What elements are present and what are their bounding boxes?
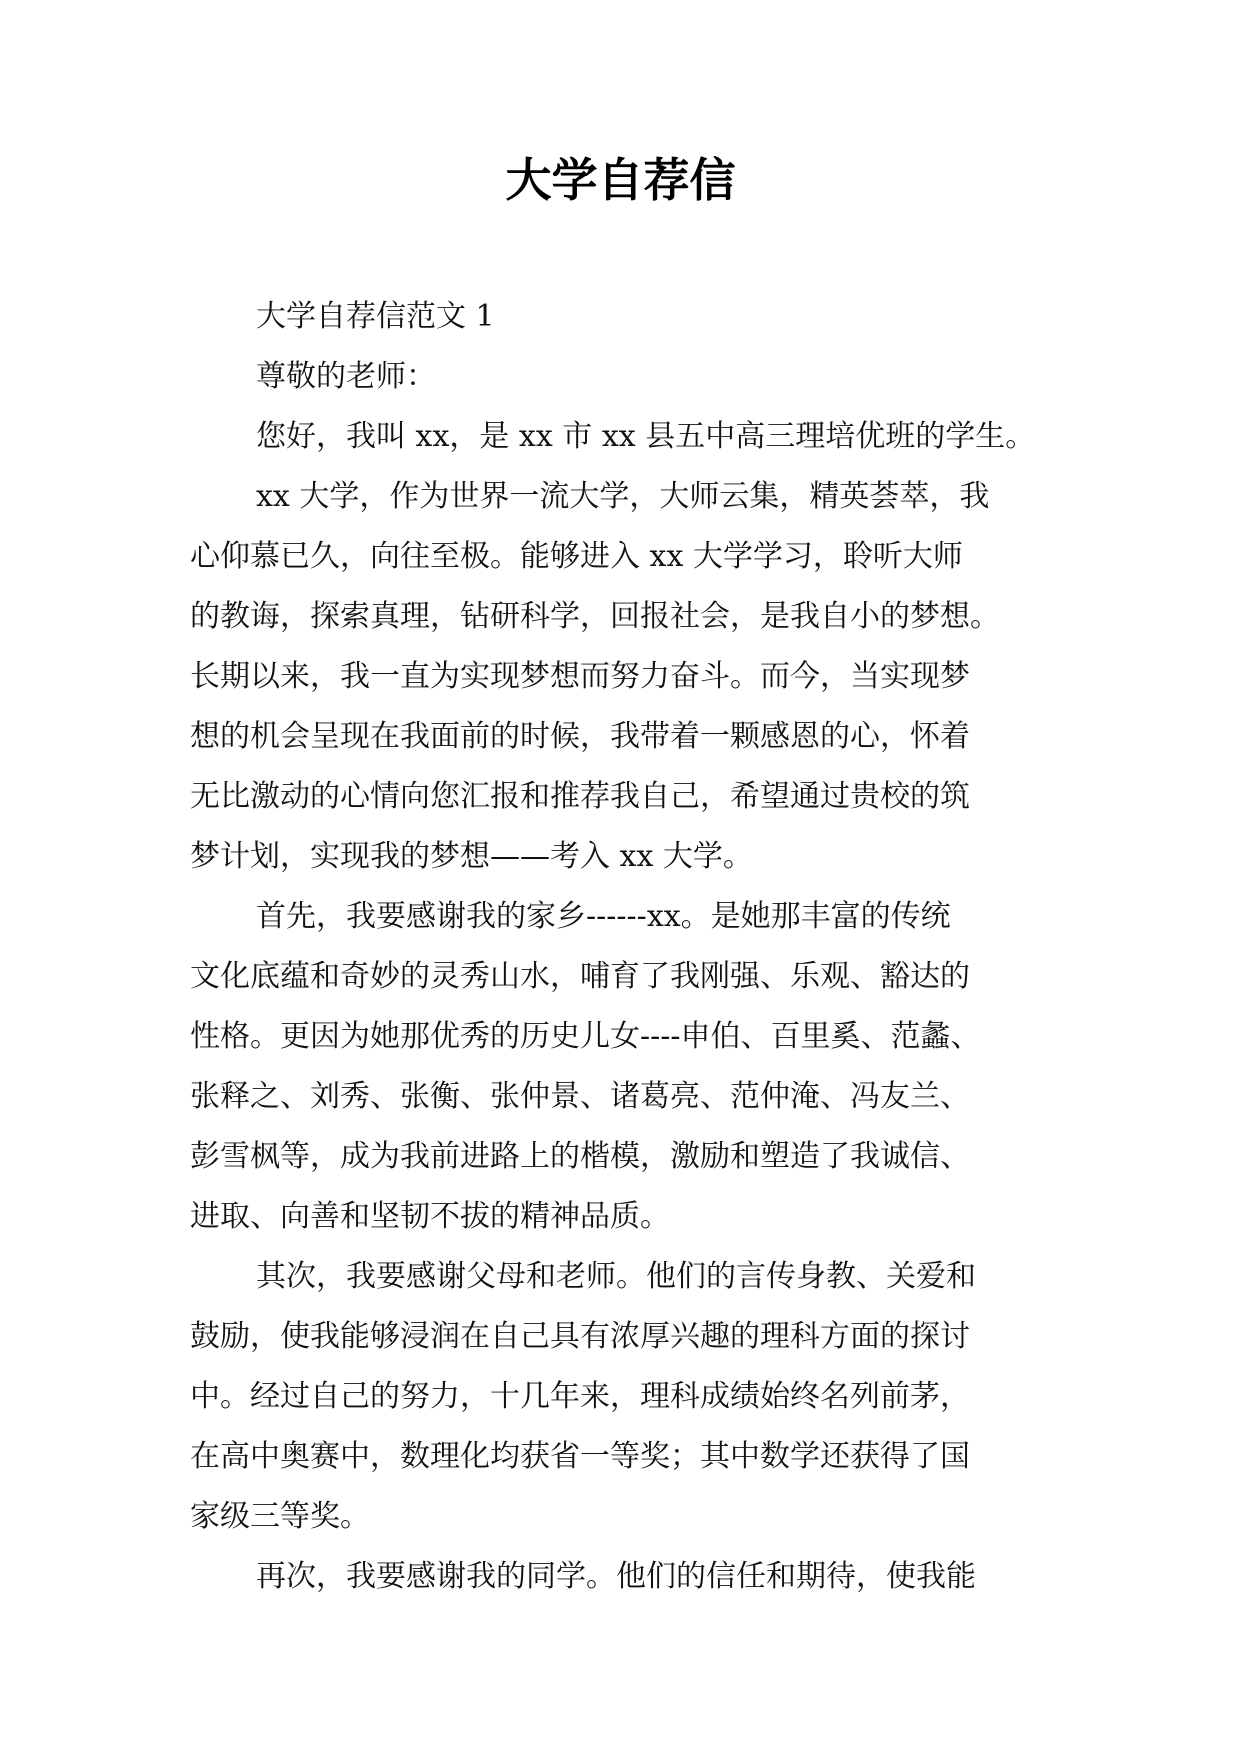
body-line: 家级三等奖。 — [190, 1499, 370, 1534]
document-title: 大学自荐信 — [505, 153, 736, 207]
body-line-salutation: 尊敬的老师： — [256, 359, 436, 394]
body-line: 无比激动的心情向您汇报和推荐我自己，希望通过贵校的筑 — [190, 779, 970, 814]
body-line: 您好，我叫 xx，是 xx 市 xx 县五中高三理培优班的学生。 — [256, 419, 1036, 454]
body-line: 长期以来，我一直为实现梦想而努力奋斗。而今，当实现梦 — [190, 659, 970, 694]
body-line: 中。经过自己的努力，十几年来，理科成绩始终名列前茅， — [190, 1379, 970, 1414]
body-line: 在高中奥赛中，数理化均获省一等奖；其中数学还获得了国 — [190, 1439, 970, 1474]
body-line: 其次，我要感谢父母和老师。他们的言传身教、关爱和 — [256, 1259, 976, 1294]
body-line: 再次，我要感谢我的同学。他们的信任和期待，使我能 — [256, 1559, 976, 1594]
body-line: 彭雪枫等，成为我前进路上的楷模，激励和塑造了我诚信、 — [190, 1139, 970, 1174]
body-line: 的教诲，探索真理，钻研科学，回报社会，是我自小的梦想。 — [190, 599, 1000, 634]
body-line: 文化底蕴和奇妙的灵秀山水，哺育了我刚强、乐观、豁达的 — [190, 959, 970, 994]
body-line: 首先，我要感谢我的家乡------xx。是她那丰富的传统 — [256, 899, 951, 934]
body-line: 进取、向善和坚韧不拔的精神品质。 — [190, 1199, 670, 1234]
body-line: 鼓励，使我能够浸润在自己具有浓厚兴趣的理科方面的探讨 — [190, 1319, 970, 1354]
body-line: 梦计划，实现我的梦想——考入 xx 大学。 — [190, 839, 753, 874]
body-line: 想的机会呈现在我面前的时候，我带着一颗感恩的心，怀着 — [190, 719, 970, 754]
body-line: 性格。更因为她那优秀的历史儿女----申伯、百里奚、范蠡、 — [190, 1019, 981, 1054]
body-line: xx 大学，作为世界一流大学，大师云集，精英荟萃，我 — [256, 479, 990, 514]
body-line-subtitle: 大学自荐信范文 1 — [256, 299, 495, 334]
body-line: 张释之、刘秀、张衡、张仲景、诸葛亮、范仲淹、冯友兰、 — [190, 1079, 970, 1114]
body-line: 心仰慕已久，向往至极。能够进入 xx 大学学习，聆听大师 — [190, 539, 963, 574]
document-body — [190, 287, 1060, 1607]
